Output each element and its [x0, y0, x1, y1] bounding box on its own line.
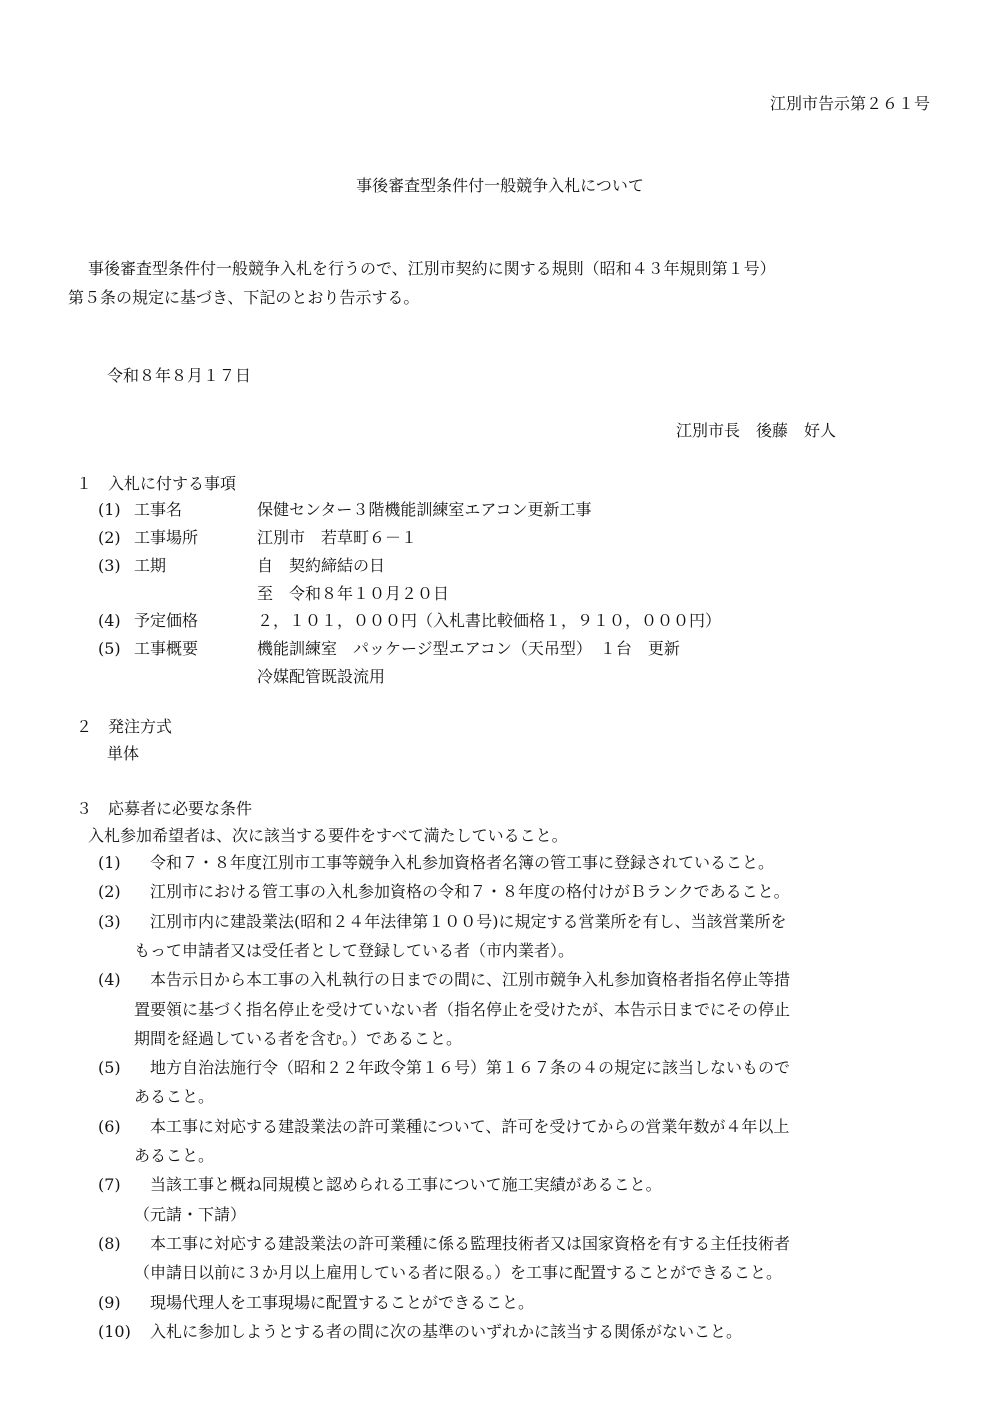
section2-body: 単体: [107, 744, 140, 763]
section2-heading: ２ 発注方式: [76, 717, 173, 736]
condition-text: 江別市内に建設業法(昭和２４年法律第１００号)に規定する営業所を有し、当該営業所を: [150, 911, 787, 931]
condition-line: [0, 1318, 1000, 1346]
section1-item-row: [0, 635, 1000, 663]
condition-line: [0, 1025, 1000, 1053]
condition-line: [0, 1171, 1000, 1199]
condition-text: 本告示日から本工事の入札執行の日までの間に、江別市競争入札参加資格者指名停止等措: [150, 970, 791, 990]
condition-number: (1): [98, 853, 121, 872]
condition-text: 期間を経過している者を含む。）であること。: [134, 1028, 463, 1048]
condition-text: （元請・下請）: [134, 1204, 247, 1224]
section1-item-value: 江別市 若草町６－１: [257, 528, 418, 547]
signatory: 江別市長 後藤 好人: [676, 421, 837, 440]
intro-line-1: 事後審査型条件付一般競争入札を行うので、江別市契約に関する規則（昭和４３年規則第１号）: [88, 259, 776, 278]
condition-text: あること。: [134, 1146, 215, 1165]
condition-text: あること。: [134, 1087, 215, 1107]
section1-item-value: ２，１０１，０００円（入札書比較価格１，９１０，０００円）: [257, 611, 722, 630]
condition-text: もって申請者又は受任者として登録している者（市内業者）。: [134, 940, 575, 960]
condition-line: [0, 966, 1000, 994]
condition-text: 入札に参加しようとする者の間に次の基準のいずれかに該当する関係がないこと。: [150, 1321, 743, 1341]
intro-line-2: 第５条の規定に基づき、下記のとおり告示する。: [68, 288, 420, 307]
condition-line: [0, 996, 1000, 1024]
condition-line: [0, 1083, 1000, 1111]
condition-text: 本工事に対応する建設業法の許可業種に係る監理技術者又は国家資格を有する主任技術者: [150, 1233, 791, 1253]
section1-heading: １ 入札に付する事項: [76, 474, 237, 493]
condition-number: (4): [98, 970, 121, 990]
section1-item-label: 予定価格: [134, 611, 199, 630]
condition-text: 本工事に対応する建設業法の許可業種について、許可を受けてからの営業年数が４年以上: [150, 1116, 790, 1136]
section1-item-value: 機能訓練室 パッケージ型エアコン（天吊型） １台 更新: [257, 639, 680, 658]
condition-number: (5): [98, 1058, 121, 1078]
section1-item-row: [0, 552, 1000, 580]
document-title: 事後審査型条件付一般競争入札について: [356, 176, 644, 195]
section1-item-row: [0, 524, 1000, 552]
section1-item-number: (2): [98, 528, 121, 547]
section1-item-number: (4): [98, 611, 121, 630]
condition-line: [0, 849, 1000, 877]
condition-line: [0, 1201, 1000, 1229]
section1-item-label: 工期: [134, 556, 167, 575]
section1-item-value: 至 令和８年１０月２０日: [257, 584, 450, 603]
section1-item-row: [0, 580, 1000, 608]
condition-number: (2): [98, 882, 121, 902]
condition-text: 当該工事と概ね同規模と認められる工事について施工実績があること。: [150, 1175, 662, 1195]
section1-item-row: [0, 496, 1000, 524]
section1-item-label: 工事場所: [134, 528, 199, 547]
section1-item-number: (3): [98, 556, 121, 575]
condition-line: [0, 1289, 1000, 1317]
condition-line: [0, 1142, 1000, 1170]
condition-text: 令和７・８年度江別市工事等競争入札参加資格者名簿の管工事に登録されていること。: [150, 853, 775, 872]
condition-text: 置要領に基づく指名停止を受けていない者（指名停止を受けたが、本告示日までにその停止: [134, 999, 791, 1019]
condition-line: [0, 937, 1000, 965]
section3-lead: 入札参加希望者は、次に該当する要件をすべて満たしていること。: [88, 826, 568, 845]
condition-number: (7): [98, 1175, 121, 1195]
notice-number: 江別市告示第２６１号: [769, 94, 930, 113]
condition-line: [0, 1259, 1000, 1287]
section3-heading: ３ 応募者に必要な条件: [76, 799, 253, 818]
condition-line: [0, 908, 1000, 936]
condition-text: 地方自治法施行令（昭和２２年政令第１６号）第１６７条の４の規定に該当しないもので: [150, 1058, 791, 1078]
section1-item-value: 自 契約締結の日: [257, 556, 386, 575]
condition-line: [0, 1113, 1000, 1141]
section1-item-value: 冷媒配管既設流用: [257, 667, 386, 686]
condition-text: 江別市における管工事の入札参加資格の令和７・８年度の格付けがＢランクであること。: [150, 882, 790, 902]
condition-line: [0, 878, 1000, 906]
section1-item-number: (1): [98, 500, 121, 519]
condition-number: (6): [98, 1116, 121, 1136]
condition-number: (8): [98, 1233, 121, 1253]
condition-text: （申請日以前に３か月以上雇用している者に限る。）を工事に配置することができること。: [134, 1263, 783, 1283]
section1-item-row: [0, 607, 1000, 635]
section1-item-label: 工事名: [134, 500, 183, 519]
section1-item-label: 工事概要: [134, 639, 199, 658]
section1-item-number: (5): [98, 639, 121, 658]
condition-number: (10): [98, 1321, 131, 1341]
condition-number: (9): [98, 1292, 121, 1312]
section1-item-row: [0, 663, 1000, 691]
condition-line: [0, 1054, 1000, 1082]
condition-line: [0, 1230, 1000, 1258]
notice-date: 令和８年８月１７日: [107, 366, 252, 385]
condition-number: (3): [98, 911, 121, 931]
condition-text: 現場代理人を工事現場に配置することができること。: [150, 1292, 535, 1312]
section1-item-value: 保健センター３階機能訓練室エアコン更新工事: [257, 500, 592, 519]
